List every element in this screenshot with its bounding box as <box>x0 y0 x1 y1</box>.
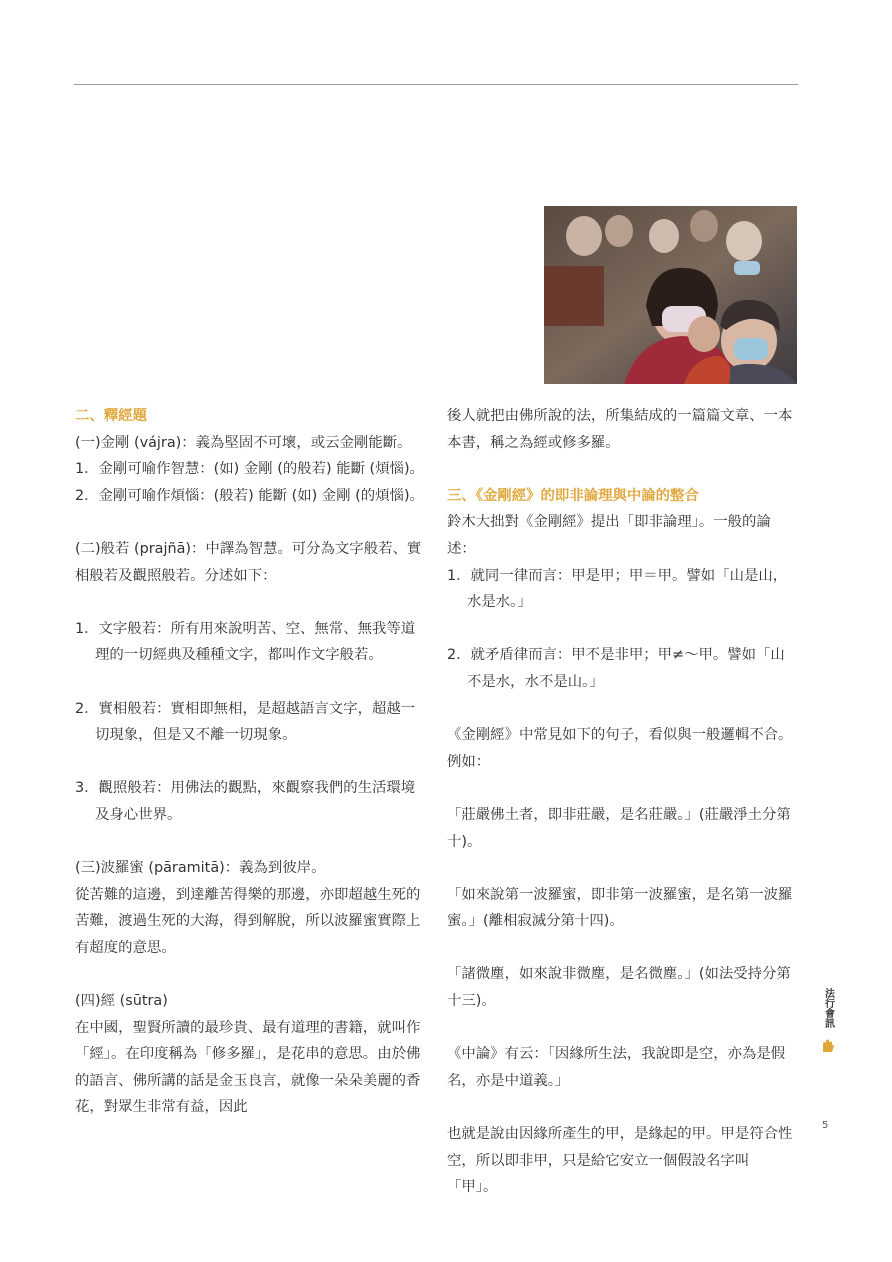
top-rule <box>74 84 798 85</box>
list-item: 2．金剛可喻作煩惱：(般若) 能斷 (如) 金剛 (的煩惱)。 <box>75 487 424 504</box>
hand-logo-icon <box>816 1038 840 1058</box>
spacer <box>75 509 427 536</box>
list-item: 2．就矛盾律而言：甲不是非甲；甲≠～甲。譬如「山不是水，水不是山。」 <box>447 647 785 690</box>
list-item: 1．就同一律而言：甲是甲；甲＝甲。譬如「山是山，水是水。」 <box>447 567 788 611</box>
paragraph-paramita-body: 從苦難的這邊，到達離苦得樂的那邊，亦即超越生死的苦難，渡過生死的大海，得到解脫，所以波羅蜜實際上有超度的意思。 <box>75 886 421 956</box>
list-item: 3．觀照般若：用佛法的觀點，來觀察我們的生活環境及身心世界。 <box>75 780 416 823</box>
spacer <box>447 1094 799 1121</box>
page-number: 5 <box>822 1120 829 1131</box>
left-column <box>75 403 427 1121</box>
spacer <box>447 775 799 802</box>
spacer <box>75 669 427 696</box>
list-item: 1．文字般若：所有用來說明苦、空、無常、無我等道理的一切經典及種種文字，都叫作文字般若。 <box>75 620 416 664</box>
spacer <box>75 749 427 776</box>
spacer <box>447 696 799 723</box>
list-item: 1．金剛可喻作智慧：(如) 金剛 (的般若) 能斷 (煩惱)。 <box>75 461 424 478</box>
quote-weichen: 「諸微塵，如來說非微塵，是名微塵。」(如法受持分第十三)。 <box>447 966 791 1010</box>
spacer <box>447 616 799 643</box>
paragraph-prajna: (二)般若 (prajñā)：中譯為智慧。可分為文字般若、實相般若及觀照般若。分述如下： <box>75 540 422 584</box>
section-heading-three: 三、《金剛經》的即非論理與中論的整合 <box>447 487 699 504</box>
paragraph-paramita: (三)波羅蜜 (pāramitā)：義為到彼岸。 <box>75 860 326 877</box>
paragraph-sutra-body: 在中國，聖賢所讀的最珍貴、最有道理的書籍，就叫作「經」。在印度稱為「修多羅」，是花串的意思。由於佛的語言、佛所講的話是金玉良言，就像一朵朵美麗的香花，對眾生非常有益，因此 <box>75 1019 421 1116</box>
spacer <box>75 589 427 616</box>
brand-name: 法行會訊 <box>822 988 834 1028</box>
spacer <box>447 456 799 483</box>
quote-zhuangyan: 「莊嚴佛土者，即非莊嚴，是名莊嚴。」(莊嚴淨土分第十)。 <box>447 806 791 850</box>
paragraph-sutra: (四)經 (sūtra) <box>75 993 168 1010</box>
paragraph-examples: 《金剛經》中常見如下的句子，看似與一般邏輯不合。例如： <box>447 727 793 770</box>
spacer <box>447 855 799 882</box>
right-column <box>447 403 799 1201</box>
spacer <box>75 961 427 988</box>
audience-photo <box>544 206 797 384</box>
section-heading-two: 二、釋經題 <box>75 408 147 424</box>
quote-paramita: 「如來說第一波羅蜜，即非第一波羅蜜，是名第一波羅蜜。」(離相寂滅分第十四)。 <box>447 886 793 930</box>
paragraph-continued: 後人就把由佛所說的法，所集結成的一篇篇文章、一本本書，稱之為經或修多羅。 <box>447 408 793 451</box>
paragraph-conclusion: 也就是說由因緣所產生的甲，是緣起的甲。甲是符合性空，所以即非甲，只是給它安立一個假設名字叫「甲」。 <box>447 1126 793 1196</box>
audience-photo-icon <box>544 206 797 384</box>
spacer <box>447 935 799 962</box>
side-brand <box>816 988 840 1058</box>
quote-zhonglun: 《中論》有云：「因緣所生法，我說即是空，亦為是假名，亦是中道義。」 <box>447 1046 786 1089</box>
paragraph-suzuki: 鈴木大拙對《金剛經》提出「即非論理」。一般的論述： <box>447 514 771 557</box>
list-item: 2．實相般若：實相即無相，是超越語言文字，超越一切現象，但是又不離一切現象。 <box>75 700 416 744</box>
spacer <box>447 1015 799 1042</box>
spacer <box>75 829 427 856</box>
paragraph-vajra: (一)金剛 (vájra)：義為堅固不可壞，或云金剛能斷。 <box>75 434 412 451</box>
